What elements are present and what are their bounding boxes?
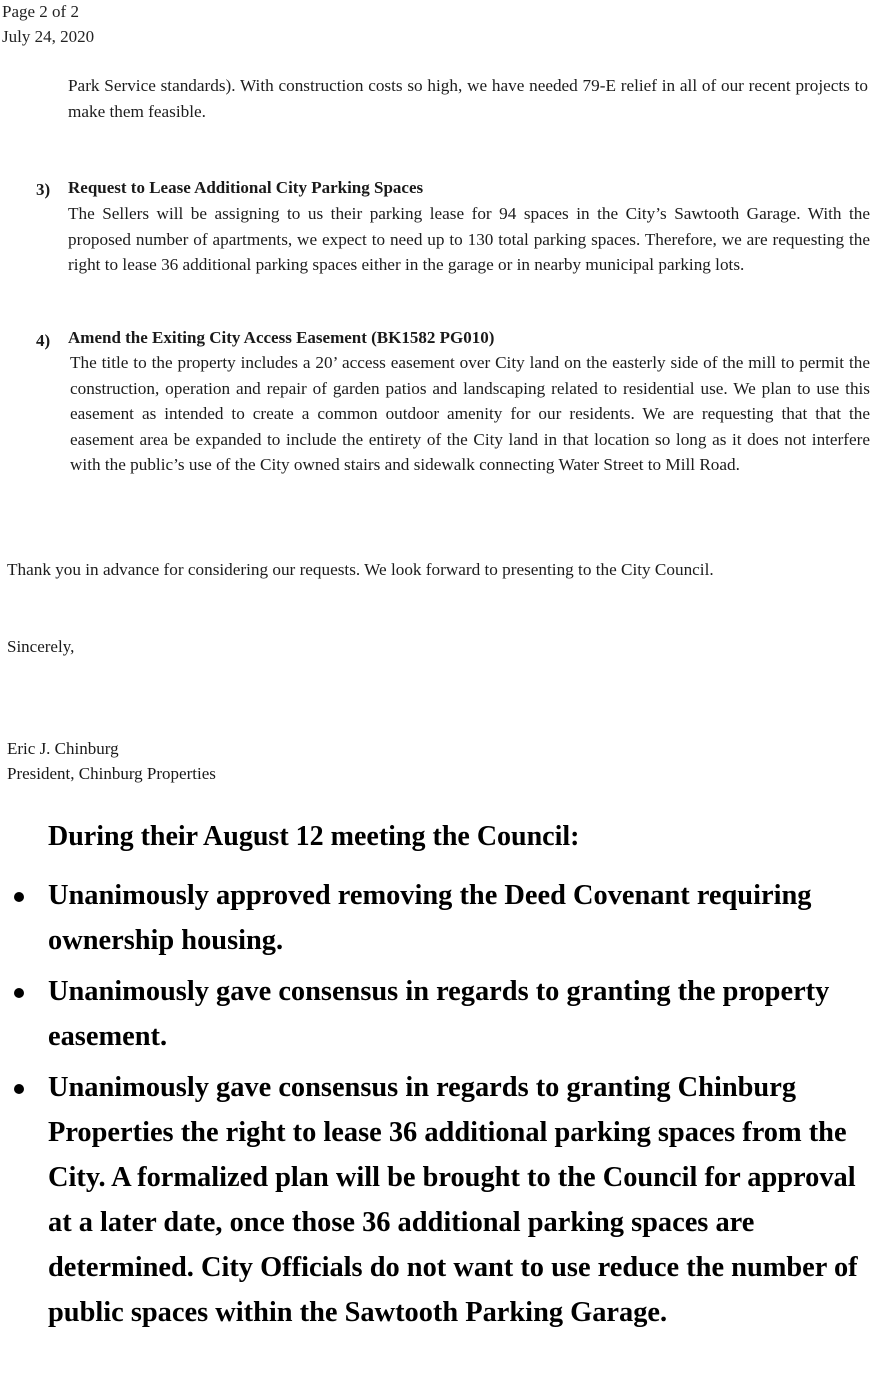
bullet-icon bbox=[14, 892, 24, 902]
bullet-text: Unanimously approved removing the Deed Covenant requiring ownership housing. bbox=[48, 880, 812, 956]
signer-name: Eric J. Chinburg bbox=[7, 739, 119, 758]
item-title: Request to Lease Additional City Parking Spaces bbox=[68, 178, 424, 197]
closing-paragraph: Thank you in advance for considering our requests. We look forward to presenting to the City Council. bbox=[7, 560, 714, 579]
continuation-paragraph: Park Service standards). With construction costs so high, we have needed 79-E relief in all of our recent projects to make them feasible. bbox=[68, 76, 868, 121]
item-number: 3) bbox=[36, 180, 51, 199]
signer-title: President, Chinburg Properties bbox=[7, 764, 216, 783]
item-body: The Sellers will be assigning to us their parking lease for 94 spaces in the City’s Sawtooth Garage. With the proposed number of apartments, we expect to need up to 130 total parking spaces. Therefore, we are requesting the right to lease 36 additional parking spaces either in the garage or in nearby municipal parking lots. bbox=[68, 204, 870, 275]
item-body: The title to the property includes a 20’ access easement over City land on the easterly side of the mill to permit the construction, operation and repair of garden patios and landscaping related to residential use. We plan to use this easement as intended to create a common outdoor amenity for our residents. We are requesting that that the easement area be expanded to include the entirety of the City land in that location so long as it does not interfere with the public’s use of the City owned stairs and sidewalk connecting Water Street to Mill Road. bbox=[70, 353, 870, 475]
bullet-icon bbox=[14, 1084, 24, 1094]
letter-date: July 24, 2020 bbox=[2, 27, 95, 46]
salutation: Sincerely, bbox=[7, 637, 75, 656]
item-title: Amend the Exiting City Access Easement (BK1582 PG010) bbox=[68, 328, 495, 347]
page-number: Page 2 of 2 bbox=[2, 2, 79, 21]
bullet-text: Unanimously gave consensus in regards to granting the property easement. bbox=[48, 976, 830, 1052]
council-note-heading: During their August 12 meeting the Council: bbox=[48, 821, 580, 852]
list-item bbox=[0, 1065, 880, 1335]
bullet-icon bbox=[14, 988, 24, 998]
list-item bbox=[0, 969, 880, 1059]
list-item bbox=[0, 873, 880, 963]
bullet-text: Unanimously gave consensus in regards to granting Chinburg Properties the right to lease 36 additional parking spaces from the City. A formalized plan will be brought to the Council for approval at a later date, once those 36 additional parking spaces are determined. City Officials do not want to use reduce the number of public spaces within the Sawtooth Parking Garage. bbox=[48, 1072, 858, 1328]
council-action-list bbox=[0, 873, 880, 1341]
item-number: 4) bbox=[36, 331, 51, 350]
